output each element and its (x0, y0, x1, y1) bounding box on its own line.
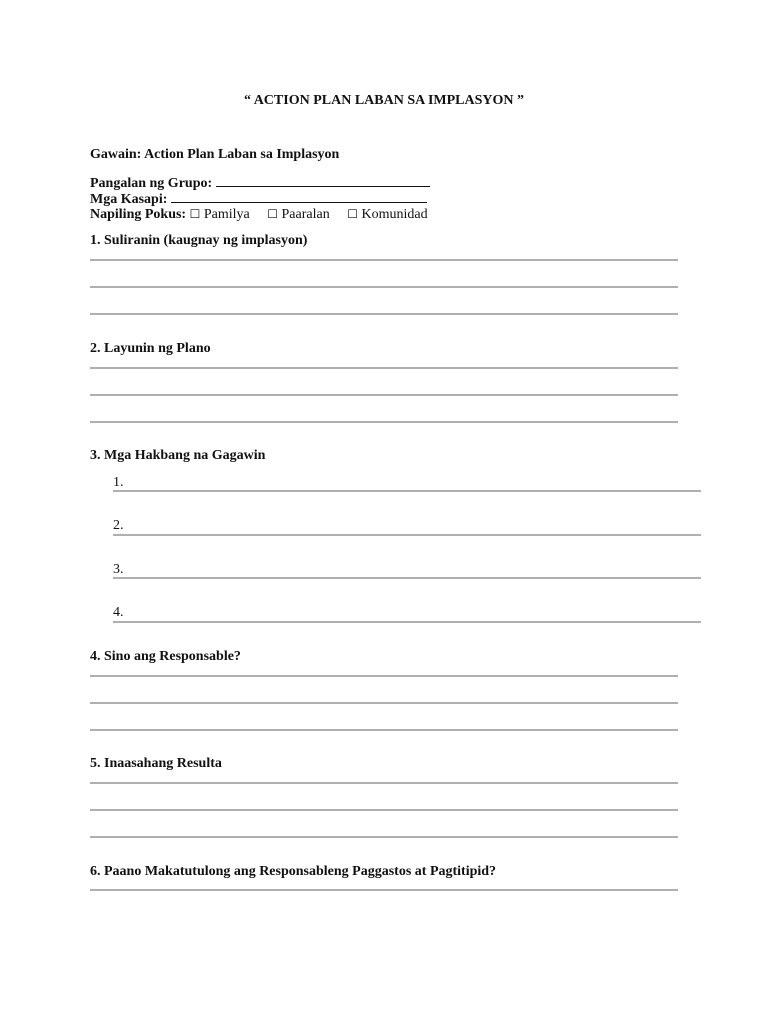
step-answer-line[interactable] (113, 621, 701, 623)
answer-line[interactable] (90, 809, 678, 811)
gawain-row (90, 147, 339, 163)
kasapi-blank-field[interactable] (171, 190, 427, 203)
pokus-option-label: Paaralan (281, 207, 330, 222)
section-heading-1: 1. Suliranin (kaugnay ng implasyon) (90, 233, 308, 248)
checkbox-icon: ☐ (267, 207, 279, 221)
page-title: “ ACTION PLAN LABAN SA IMPLASYON ” (243, 93, 525, 108)
section-heading-3: 3. Mga Hakbang na Gagawin (90, 448, 266, 463)
answer-line[interactable] (90, 367, 678, 369)
section-heading-2: 2. Layunin ng Plano (90, 341, 211, 356)
checkbox-icon: ☐ (189, 207, 201, 221)
step-number: 2. (113, 518, 124, 533)
step-answer-line[interactable] (113, 490, 701, 492)
kasapi-label: Mga Kasapi: (90, 192, 168, 207)
pokus-option-label: Komunidad (361, 207, 428, 222)
pokus-option-pamilya[interactable] (190, 207, 250, 222)
answer-line[interactable] (90, 729, 678, 731)
pokus-row (90, 206, 428, 223)
answer-line[interactable] (90, 394, 678, 396)
step-number: 4. (113, 605, 124, 620)
step-answer-line[interactable] (113, 534, 701, 536)
section-heading-6: 6. Paano Makatutulong ang Responsableng Paggastos at Pagtitipid? (90, 864, 497, 879)
gawain-value: Action Plan Laban sa Implasyon (141, 147, 340, 162)
pokus-option-komunidad[interactable] (347, 207, 427, 222)
pokus-label: Napiling Pokus: (90, 207, 187, 222)
answer-line[interactable] (90, 675, 678, 677)
answer-line[interactable] (90, 313, 678, 315)
section-heading-4: 4. Sino ang Responsable? (90, 649, 241, 664)
step-number: 1. (113, 475, 124, 490)
answer-line[interactable] (90, 889, 678, 891)
answer-line[interactable] (90, 836, 678, 838)
gawain-label: Gawain: (90, 147, 142, 162)
answer-line[interactable] (90, 286, 678, 288)
checkbox-icon: ☐ (347, 207, 358, 221)
pokus-option-label: Pamilya (203, 207, 250, 222)
section-heading-5: 5. Inaasahang Resulta (90, 756, 222, 771)
answer-line[interactable] (90, 702, 678, 704)
answer-line[interactable] (90, 421, 678, 423)
step-answer-line[interactable] (113, 577, 701, 579)
pangalan-label: Pangalan ng Grupo: (90, 176, 213, 191)
pokus-option-paaralan[interactable] (267, 207, 329, 222)
pangalan-blank-field[interactable] (216, 174, 430, 187)
answer-line[interactable] (90, 259, 678, 261)
step-number: 3. (113, 562, 124, 577)
answer-line[interactable] (90, 782, 678, 784)
